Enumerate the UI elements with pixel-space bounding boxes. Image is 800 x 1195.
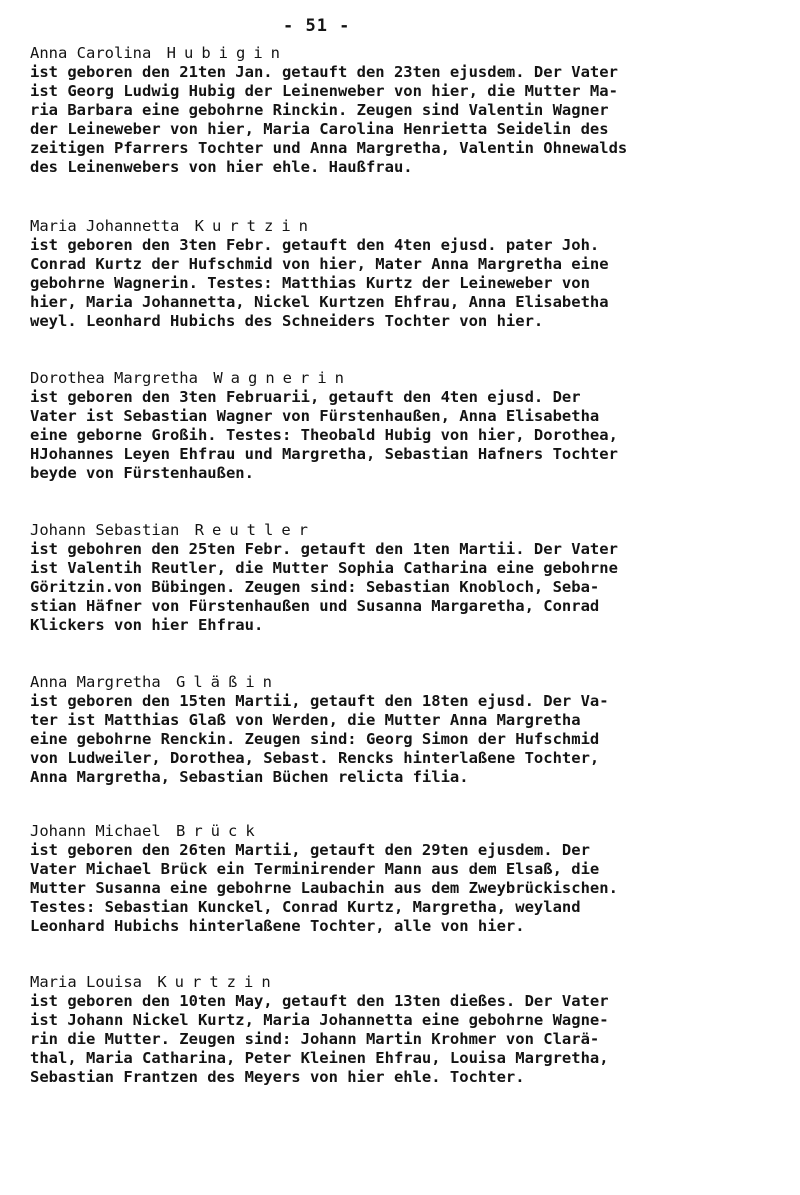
entry-line: rin die Mutter. Zeugen sind: Johann Martin Krohmer von Clarä- xyxy=(30,1030,600,1048)
entry-line: hier, Maria Johannetta, Nickel Kurtzen Ehfrau, Anna Elisabetha xyxy=(30,293,609,311)
entry-surname: Wagnerin xyxy=(213,369,352,387)
entry-line: ist geboren den 21ten Jan. getauft den 23ten ejusdem. Der Vater xyxy=(30,63,618,81)
entry-line: stian Häfner von Fürstenhaußen und Susanna Margaretha, Conrad xyxy=(30,597,600,615)
entry-text xyxy=(30,540,782,635)
entry-given-name: Maria Louisa xyxy=(30,973,142,991)
entry-line: Klickers von hier Ehfrau. xyxy=(30,616,264,634)
entry-line: zeitigen Pfarrers Tochter und Anna Margretha, Valentin Ohnewalds xyxy=(30,139,628,157)
entry-line: ist geboren den 3ten Febr. getauft den 4ten ejusd. pater Joh. xyxy=(30,236,600,254)
entry-text xyxy=(30,692,782,787)
entry-line: eine gebohrne Renckin. Zeugen sind: Georg Simon der Hufschmid xyxy=(30,730,600,748)
entry-given-name: Johann Michael xyxy=(30,822,161,840)
entry-given-name: Anna Margretha xyxy=(30,673,161,691)
entry-line: ist geboren den 15ten Martii, getauft den 18ten ejusd. Der Va- xyxy=(30,692,609,710)
entry-text xyxy=(30,236,782,331)
entry-surname: Hubigin xyxy=(166,44,288,62)
entry-line: beyde von Fürstenhaußen. xyxy=(30,464,254,482)
entry-text xyxy=(30,63,782,177)
entry-line: ist Georg Ludwig Hubig der Leinenweber von hier, die Mutter Ma- xyxy=(30,82,618,100)
entry-surname: Brück xyxy=(176,822,263,840)
entry-line: ist geboren den 26ten Martii, getauft den 29ten ejusdem. Der xyxy=(30,841,590,859)
baptism-entry xyxy=(30,673,782,787)
entry-child-name xyxy=(30,369,782,388)
entry-line: der Leineweber von hier, Maria Carolina Henrietta Seidelin des xyxy=(30,120,609,138)
entry-text xyxy=(30,841,782,936)
entry-child-name xyxy=(30,217,782,236)
entry-line: Leonhard Hubichs hinterlaßene Tochter, alle von hier. xyxy=(30,917,525,935)
entry-given-name: Maria Johannetta xyxy=(30,217,180,235)
entry-line: ist geboren den 10ten May, getauft den 13ten dießes. Der Vater xyxy=(30,992,609,1010)
page-number: - 51 - xyxy=(283,16,351,36)
entry-surname: Reutler xyxy=(194,521,316,539)
entry-child-name xyxy=(30,44,782,63)
entry-surname: Kurtzin xyxy=(194,217,316,235)
entry-line: ist Valentih Reutler, die Mutter Sophia Catharina eine gebohrne xyxy=(30,559,618,577)
baptism-entry xyxy=(30,369,782,483)
entry-line: Conrad Kurtz der Hufschmid von hier, Mater Anna Margretha eine xyxy=(30,255,609,273)
entry-line: Vater ist Sebastian Wagner von Fürstenhaußen, Anna Elisabetha xyxy=(30,407,600,425)
baptism-entry xyxy=(30,973,782,1087)
baptism-entry xyxy=(30,217,782,331)
entry-text xyxy=(30,992,782,1087)
entry-text xyxy=(30,388,782,483)
entry-surname: Gläßin xyxy=(176,673,280,691)
entry-line: eine geborne Großih. Testes: Theobald Hubig von hier, Dorothea, xyxy=(30,426,618,444)
entry-line: ist gebohren den 25ten Febr. getauft den 1ten Martii. Der Vater xyxy=(30,540,618,558)
entry-line: Göritzin.von Bübingen. Zeugen sind: Sebastian Knobloch, Seba- xyxy=(30,578,600,596)
entry-given-name: Dorothea Margretha xyxy=(30,369,198,387)
baptism-entry xyxy=(30,822,782,936)
entry-line: gebohrne Wagnerin. Testes: Matthias Kurtz der Leineweber von xyxy=(30,274,590,292)
entry-line: Mutter Susanna eine gebohrne Laubachin aus dem Zweybrückischen. xyxy=(30,879,618,897)
entry-child-name xyxy=(30,673,782,692)
entry-surname: Kurtzin xyxy=(157,973,279,991)
entry-line: ter ist Matthias Glaß von Werden, die Mutter Anna Margretha xyxy=(30,711,581,729)
entry-line: Sebastian Frantzen des Meyers von hier ehle. Tochter. xyxy=(30,1068,525,1086)
entry-line: ist Johann Nickel Kurtz, Maria Johannetta eine gebohrne Wagne- xyxy=(30,1011,609,1029)
entry-line: des Leinenwebers von hier ehle. Haußfrau. xyxy=(30,158,413,176)
entry-given-name: Anna Carolina xyxy=(30,44,152,62)
entry-child-name xyxy=(30,521,782,540)
entry-line: weyl. Leonhard Hubichs des Schneiders Tochter von hier. xyxy=(30,312,544,330)
entry-line: Anna Margretha, Sebastian Büchen relicta filia. xyxy=(30,768,469,786)
entry-child-name xyxy=(30,973,782,992)
entry-line: ist geboren den 3ten Februarii, getauft den 4ten ejusd. Der xyxy=(30,388,581,406)
entry-child-name xyxy=(30,822,782,841)
entry-line: Testes: Sebastian Kunckel, Conrad Kurtz, Margretha, weyland xyxy=(30,898,581,916)
baptism-entry xyxy=(30,521,782,635)
baptism-entry xyxy=(30,44,782,177)
entry-line: HJohannes Leyen Ehfrau und Margretha, Sebastian Hafners Tochter xyxy=(30,445,618,463)
entry-line: thal, Maria Catharina, Peter Kleinen Ehfrau, Louisa Margretha, xyxy=(30,1049,609,1067)
entry-line: von Ludweiler, Dorothea, Sebast. Rencks hinterlaßene Tochter, xyxy=(30,749,600,767)
entry-given-name: Johann Sebastian xyxy=(30,521,180,539)
entry-line: Vater Michael Brück ein Terminirender Mann aus dem Elsaß, die xyxy=(30,860,600,878)
entry-line: ria Barbara eine gebohrne Rinckin. Zeugen sind Valentin Wagner xyxy=(30,101,609,119)
